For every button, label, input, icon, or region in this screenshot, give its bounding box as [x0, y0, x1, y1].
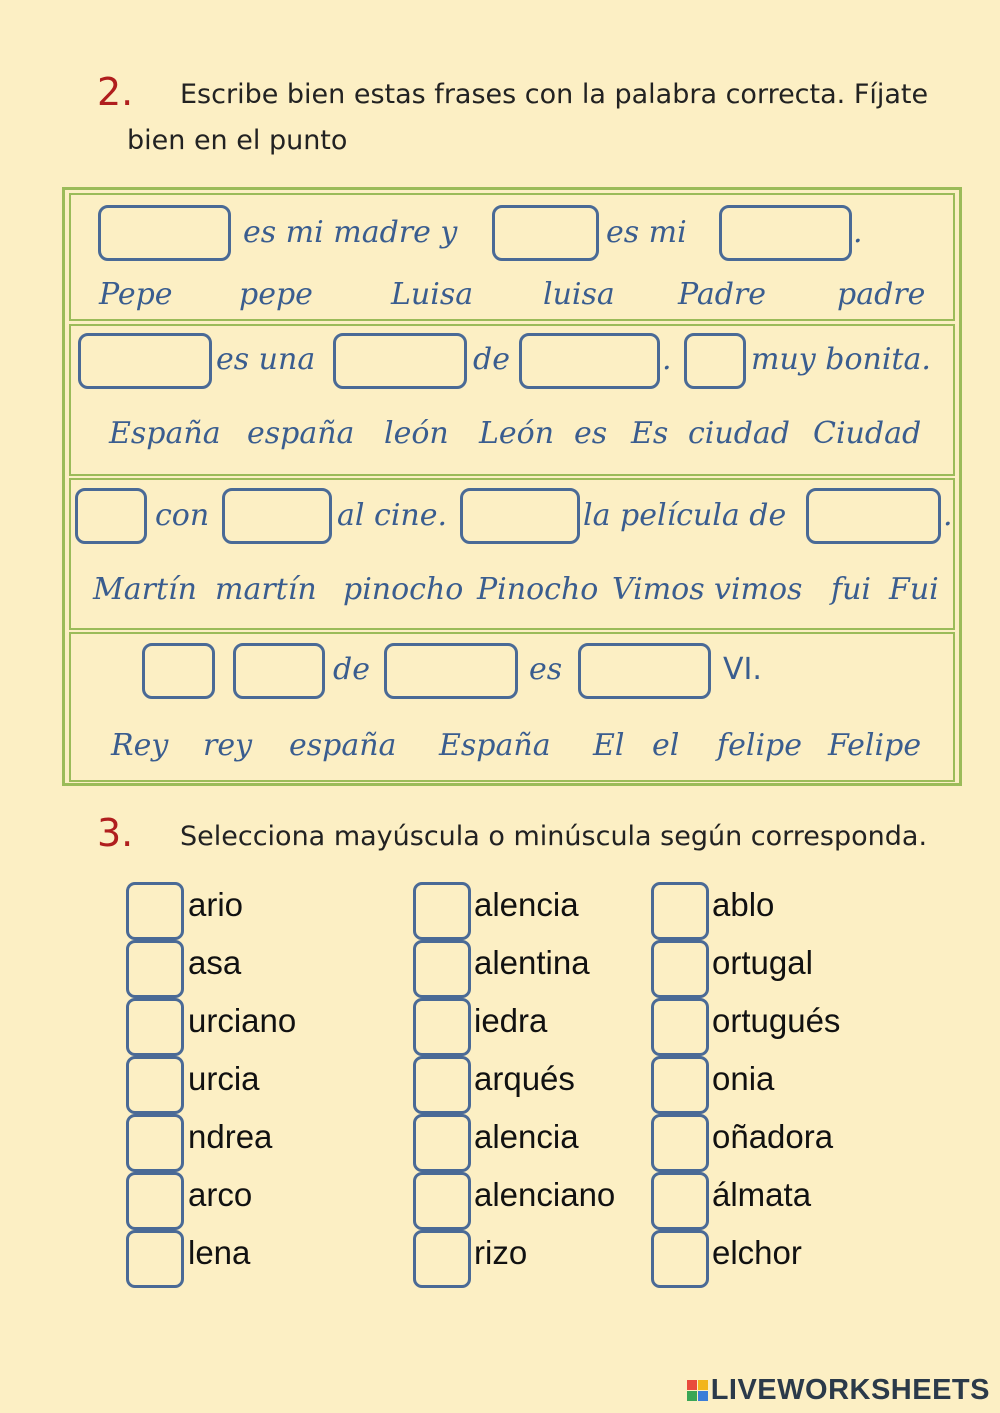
word-fragment: rizo — [474, 1234, 528, 1271]
sentence-text: de — [473, 342, 510, 377]
sentence-row-4 — [69, 632, 955, 782]
word-fragment: alencia — [474, 886, 579, 923]
answer-box-1-2[interactable] — [492, 205, 599, 261]
answer-box-2-2[interactable] — [333, 333, 467, 389]
word-fragment: ortugués — [712, 1002, 841, 1039]
option-word: España — [109, 416, 221, 451]
answer-box-3-2[interactable] — [222, 488, 332, 544]
letter-input-box[interactable] — [126, 998, 184, 1056]
option-word: Ciudad — [813, 416, 922, 451]
section2-instruction-line1: Escribe bien estas frases con la palabra correcta. Fíjate — [180, 79, 929, 110]
answer-box-4-1[interactable] — [142, 643, 215, 699]
logo-text: LIVEWORKSHEETS — [710, 1374, 990, 1406]
option-word: ciudad — [688, 416, 791, 451]
letter-input-box[interactable] — [413, 998, 471, 1056]
sentence-text: . — [662, 342, 672, 377]
answer-box-1-1[interactable] — [98, 205, 231, 261]
option-word: Padre — [678, 277, 767, 312]
option-word: León — [479, 416, 555, 451]
letter-input-box[interactable] — [651, 882, 709, 940]
option-word: felipe — [717, 728, 803, 763]
word-fragment: ablo — [712, 886, 775, 923]
letter-input-box[interactable] — [413, 1056, 471, 1114]
section2-number: 2. — [97, 70, 134, 114]
letter-input-box[interactable] — [651, 998, 709, 1056]
option-word: fui — [831, 572, 872, 607]
word-fragment: ario — [188, 886, 244, 923]
option-word: Rey — [111, 728, 169, 763]
letter-input-box[interactable] — [126, 1114, 184, 1172]
word-fragment: asa — [188, 944, 242, 981]
word-fragment: ortugal — [712, 944, 813, 981]
letter-input-box[interactable] — [413, 1114, 471, 1172]
letter-input-box[interactable] — [126, 882, 184, 940]
option-word: españa — [247, 416, 355, 451]
option-word: luisa — [543, 277, 615, 312]
word-fragment: urciano — [188, 1002, 297, 1039]
sentence-text: al cine. — [337, 498, 448, 533]
letter-input-box[interactable] — [651, 1114, 709, 1172]
letter-input-box[interactable] — [126, 940, 184, 998]
answer-box-3-3[interactable] — [460, 488, 580, 544]
option-word: Pinocho — [477, 572, 599, 607]
option-word: España — [439, 728, 551, 763]
section2-instruction-line2: bien en el punto — [127, 125, 348, 156]
word-fragment: lena — [188, 1234, 251, 1271]
option-word: Luisa — [391, 277, 474, 312]
sentence-text: de — [333, 652, 370, 687]
word-fragment: oñadora — [712, 1118, 834, 1155]
sentence-text: muy bonita. — [751, 342, 931, 377]
word-fragment: iedra — [474, 1002, 548, 1039]
sentence-row-2 — [69, 324, 955, 476]
letter-input-box[interactable] — [651, 1172, 709, 1230]
sentence-text: con — [155, 498, 210, 533]
word-fragment: elchor — [712, 1234, 802, 1271]
option-word: padre — [837, 277, 926, 312]
word-fragment: alenciano — [474, 1176, 616, 1213]
letter-input-box[interactable] — [413, 1172, 471, 1230]
word-fragment: álmata — [712, 1176, 812, 1213]
letter-input-box[interactable] — [413, 882, 471, 940]
sentence-text: es mi madre y — [243, 215, 458, 250]
option-word: Pepe — [99, 277, 173, 312]
option-word: Felipe — [828, 728, 922, 763]
word-fragment: onia — [712, 1060, 775, 1097]
option-word: martín — [215, 572, 317, 607]
letter-input-box[interactable] — [651, 940, 709, 998]
option-word: Martín — [93, 572, 197, 607]
option-word: Vimos — [612, 572, 705, 607]
answer-box-3-4[interactable] — [806, 488, 941, 544]
option-word: rey — [203, 728, 253, 763]
answer-box-4-4[interactable] — [578, 643, 711, 699]
sentence-text: . — [943, 498, 953, 533]
sentence-row-1 — [69, 193, 955, 321]
answer-box-2-4[interactable] — [684, 333, 746, 389]
sentence-text: es una — [216, 342, 316, 377]
answer-box-4-2[interactable] — [233, 643, 325, 699]
letter-input-box[interactable] — [413, 1230, 471, 1288]
answer-box-1-3[interactable] — [719, 205, 852, 261]
sentence-text: VI. — [723, 652, 762, 687]
answer-box-3-1[interactable] — [75, 488, 147, 544]
letter-input-box[interactable] — [126, 1056, 184, 1114]
sentence-text: la película de — [583, 498, 787, 533]
word-fragment: alencia — [474, 1118, 579, 1155]
word-fragment: arqués — [474, 1060, 575, 1097]
option-word: el — [652, 728, 680, 763]
word-fragment: arco — [188, 1176, 253, 1213]
option-word: españa — [289, 728, 397, 763]
sentence-row-3 — [69, 478, 955, 630]
letter-input-box[interactable] — [126, 1172, 184, 1230]
answer-box-2-3[interactable] — [519, 333, 660, 389]
word-fragment: alentina — [474, 944, 590, 981]
sentence-text: . — [853, 215, 863, 250]
answer-box-2-1[interactable] — [78, 333, 212, 389]
sentence-text: es — [529, 652, 563, 687]
letter-input-box[interactable] — [651, 1056, 709, 1114]
option-word: pepe — [239, 277, 313, 312]
word-fragment: ndrea — [188, 1118, 273, 1155]
answer-box-4-3[interactable] — [384, 643, 518, 699]
letter-input-box[interactable] — [651, 1230, 709, 1288]
letter-input-box[interactable] — [126, 1230, 184, 1288]
sentences-panel — [62, 187, 962, 786]
sentence-text: es mi — [606, 215, 687, 250]
liveworksheets-logo — [687, 1374, 990, 1407]
option-word: Es — [631, 416, 669, 451]
word-fragment: urcia — [188, 1060, 260, 1097]
section3-number: 3. — [97, 811, 134, 855]
letter-input-box[interactable] — [413, 940, 471, 998]
option-word: El — [593, 728, 625, 763]
option-word: vimos — [714, 572, 803, 607]
option-word: es — [574, 416, 608, 451]
option-word: pinocho — [343, 572, 464, 607]
section3-instruction: Selecciona mayúscula o minúscula según corresponda. — [180, 821, 928, 852]
option-word: Fui — [889, 572, 939, 607]
option-word: león — [384, 416, 449, 451]
liveworksheets-mark-icon — [687, 1380, 708, 1401]
